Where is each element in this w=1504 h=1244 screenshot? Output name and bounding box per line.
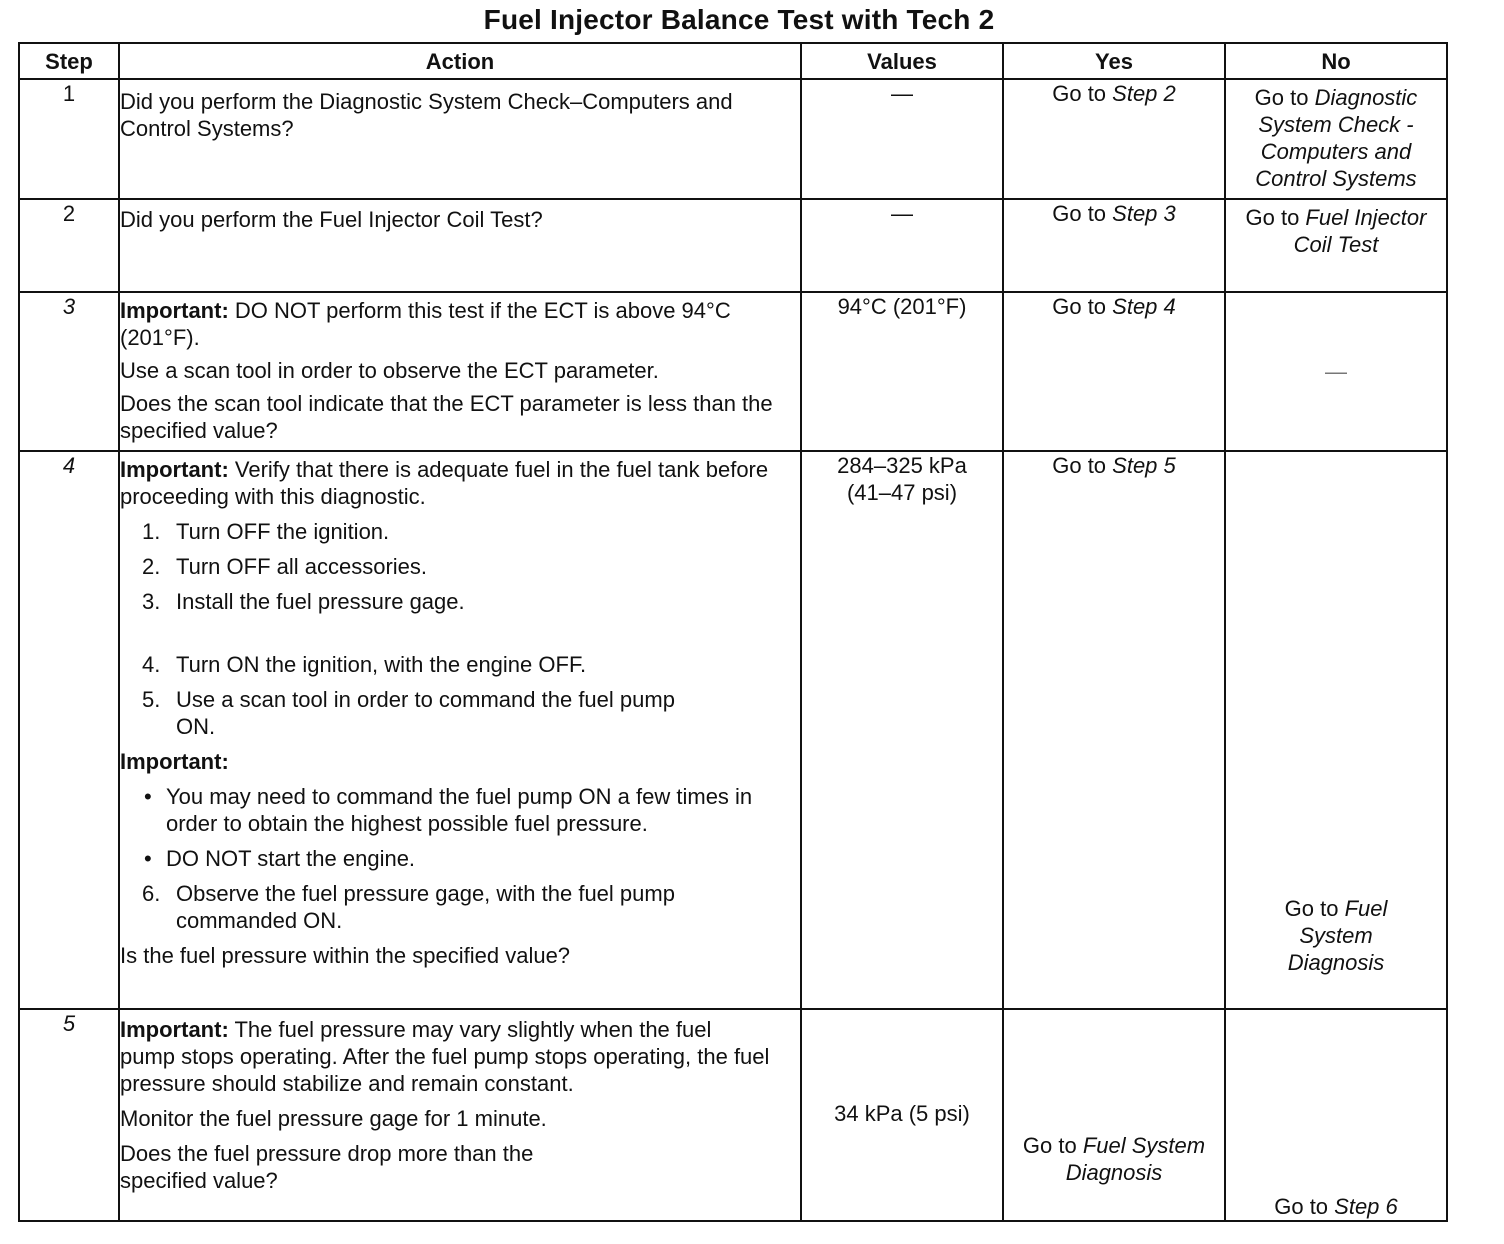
no-link[interactable]: Fuel Injector Coil Test [1293,205,1427,257]
spacer [120,623,800,651]
procedure-steps [120,651,800,740]
important-note [120,1016,770,1097]
important-label: Important: [120,457,229,482]
action-question: Does the scan tool indicate that the ECT parameter is less than the specified value? [120,391,773,443]
important-text: The fuel pressure may vary slightly when the fuel pump stops operating. After the fuel pump stops operating, the fuel pressure should stabilize and remain constant. [120,1017,770,1096]
yes-cell [1003,79,1225,199]
yes-link[interactable]: Step 5 [1112,453,1176,478]
header-step: Step [19,43,119,79]
list-item: 1. Turn OFF the ignition. [142,519,390,544]
important-label: Important: [120,1017,229,1042]
procedure-steps [120,880,800,934]
yes-cell [1003,1009,1225,1221]
empty-value-dash: — [1325,359,1347,384]
action-cell [119,292,801,451]
values-cell [801,79,1003,199]
values-cell [801,199,1003,292]
list-item: 4. Turn ON the ignition, with the engine OFF. [142,652,587,677]
yes-prefix: Go to [1052,81,1113,106]
header-values: Values [801,43,1003,79]
step-number: 3 [19,292,119,451]
yes-cell [1003,199,1225,292]
yes-prefix: Go to [1052,294,1113,319]
important-bullets [120,783,800,872]
important-label: Important: [120,298,229,323]
no-prefix: Go to [1254,85,1315,110]
yes-cell [1003,451,1225,1009]
important-text: DO NOT perform this test if the ECT is above 94°C (201°F). [120,298,731,350]
yes-prefix: Go to [1052,201,1113,226]
no-cell [1225,79,1447,199]
list-item: 6. Observe the fuel pressure gage, with the fuel pump commanded ON. [142,881,675,933]
list-item: 3. Install the fuel pressure gage. [142,589,465,614]
table-row-step-3 [19,292,1447,451]
no-cell [1225,199,1447,292]
header-yes: Yes [1003,43,1225,79]
list-item: 2. Turn OFF all accessories. [142,554,428,579]
values-cell: 34 kPa (5 psi) [801,1009,1003,1221]
header-action: Action [119,43,801,79]
list-item: • DO NOT start the engine. [144,846,416,871]
action-cell [119,199,801,292]
no-link[interactable]: Step 6 [1334,1194,1398,1219]
table-row-step-5 [19,1009,1447,1221]
empty-value-dash: — [891,201,913,226]
action-instruction: Monitor the fuel pressure gage for 1 minute. [120,1106,547,1131]
values-line: (41–47 psi) [846,480,958,505]
empty-value-dash: — [891,81,913,106]
values-cell: 94°C (201°F) [801,292,1003,451]
list-item: • You may need to command the fuel pump ON a few times in order to obtain the highest possible fuel pressure. [144,784,753,836]
yes-link[interactable]: Fuel System Diagnosis [1065,1133,1206,1185]
action-text: Did you perform the Diagnostic System Check–Computers and Control Systems? [120,89,733,141]
no-cell [1225,292,1447,451]
yes-prefix: Go to [1052,453,1113,478]
no-prefix: Go to [1245,205,1306,230]
yes-link[interactable]: Step 4 [1112,294,1176,319]
action-question: Does the fuel pressure drop more than the specified value? [120,1141,534,1193]
action-cell [119,79,801,199]
yes-link[interactable]: Step 3 [1112,201,1176,226]
values-cell [801,451,1003,1009]
no-prefix: Go to [1284,896,1345,921]
important-label: Important: [120,749,229,774]
step-number: 2 [19,199,119,292]
list-item: 5. Use a scan tool in order to command the fuel pump ON. [142,687,675,739]
action-cell [119,451,801,1009]
table-row-step-2 [19,199,1447,292]
no-prefix: Go to [1274,1194,1335,1219]
step-number: 4 [19,451,119,1009]
header-no: No [1225,43,1447,79]
values-line: 284–325 kPa [837,453,967,478]
page-title: Fuel Injector Balance Test with Tech 2 [483,4,995,35]
step-number: 5 [19,1009,119,1221]
yes-prefix: Go to [1022,1133,1083,1158]
no-cell [1225,451,1447,1009]
action-instruction: Use a scan tool in order to observe the ECT parameter. [120,358,659,383]
action-text: Did you perform the Fuel Injector Coil Test? [120,207,543,232]
procedure-steps [120,518,800,615]
no-link[interactable]: Fuel System Diagnosis [1287,896,1388,975]
step-number: 1 [19,79,119,199]
no-link[interactable]: Diagnostic System Check - Computers and Control Systems [1255,85,1418,191]
table-row-step-4 [19,451,1447,1009]
yes-link[interactable]: Step 2 [1112,81,1176,106]
action-cell [119,1009,801,1221]
important-note [120,297,800,351]
important-text: Verify that there is adequate fuel in the fuel tank before proceeding with this diagnostic. [120,457,769,509]
yes-cell [1003,292,1225,451]
no-cell [1225,1009,1447,1221]
diagnostic-table [18,42,1448,1222]
table-header-row [19,43,1447,79]
action-question: Is the fuel pressure within the specified value? [120,943,571,968]
important-note [120,456,800,510]
table-row-step-1 [19,79,1447,199]
